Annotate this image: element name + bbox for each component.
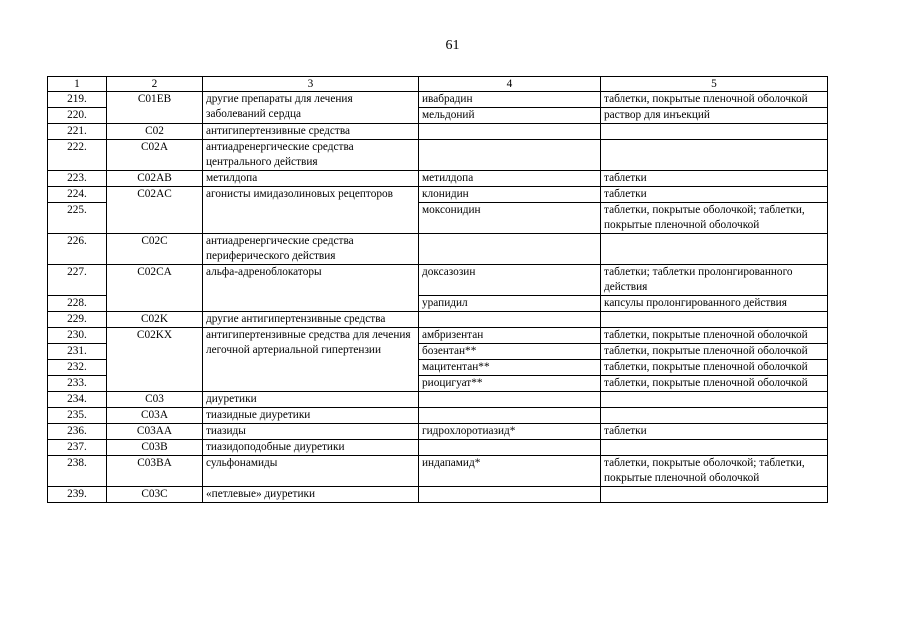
- atc-code: C02AB: [107, 171, 203, 187]
- atc-code: C03AA: [107, 424, 203, 440]
- row-number: 233.: [48, 376, 107, 392]
- drug-name: ивабрадин: [419, 92, 601, 108]
- group-name: тиазидоподобные диуретики: [203, 440, 419, 456]
- drug-name: мельдоний: [419, 108, 601, 124]
- dosage-form: таблетки: [601, 171, 828, 187]
- row-number: 223.: [48, 171, 107, 187]
- drug-name: гидрохлоротиазид*: [419, 424, 601, 440]
- row-number: 228.: [48, 296, 107, 312]
- dosage-form: таблетки: [601, 187, 828, 203]
- row-number: 239.: [48, 487, 107, 503]
- table-row: [48, 440, 828, 456]
- dosage-form: таблетки, покрытые пленочной оболочкой: [601, 92, 828, 108]
- drug-name: [419, 487, 601, 503]
- row-number: 221.: [48, 124, 107, 140]
- table-row: [48, 408, 828, 424]
- dosage-form: [601, 408, 828, 424]
- dosage-form: таблетки, покрытые пленочной оболочкой: [601, 360, 828, 376]
- row-number: 235.: [48, 408, 107, 424]
- header-cell-1: 1: [48, 77, 107, 92]
- header-cell-2: 2: [107, 77, 203, 92]
- group-name: тиазиды: [203, 424, 419, 440]
- drug-name: моксонидин: [419, 203, 601, 234]
- group-name: антиадренергические средства центрального действия: [203, 140, 419, 171]
- drug-list-table: [47, 76, 828, 503]
- table-row: [48, 392, 828, 408]
- atc-code: C03C: [107, 487, 203, 503]
- row-number: 231.: [48, 344, 107, 360]
- row-number: 220.: [48, 108, 107, 124]
- drug-name: мацитентан**: [419, 360, 601, 376]
- row-number: 225.: [48, 203, 107, 234]
- dosage-form: таблетки, покрытые пленочной оболочкой: [601, 328, 828, 344]
- drug-name: [419, 392, 601, 408]
- group-name: тиазидные диуретики: [203, 408, 419, 424]
- atc-code: C03: [107, 392, 203, 408]
- atc-code: C02A: [107, 140, 203, 171]
- group-name: антиадренергические средства периферического действия: [203, 234, 419, 265]
- table-row: [48, 265, 828, 296]
- group-name: антигипертензивные средства: [203, 124, 419, 140]
- dosage-form: [601, 124, 828, 140]
- table-row: [48, 92, 828, 108]
- group-name: другие препараты для лечения заболеваний сердца: [203, 92, 419, 124]
- dosage-form: [601, 487, 828, 503]
- drug-name: урапидил: [419, 296, 601, 312]
- group-name: «петлевые» диуретики: [203, 487, 419, 503]
- table-row: [48, 312, 828, 328]
- drug-name: доксазозин: [419, 265, 601, 296]
- drug-name: амбризентан: [419, 328, 601, 344]
- row-number: 224.: [48, 187, 107, 203]
- table-row: [48, 487, 828, 503]
- group-name: антигипертензивные средства для лечения легочной артериальной гипертензии: [203, 328, 419, 392]
- table-row: [48, 171, 828, 187]
- dosage-form: таблетки; таблетки пролонгированного действия: [601, 265, 828, 296]
- table-row: [48, 124, 828, 140]
- dosage-form: таблетки, покрытые оболочкой; таблетки, покрытые пленочной оболочкой: [601, 456, 828, 487]
- atc-code: C03A: [107, 408, 203, 424]
- drug-name: [419, 140, 601, 171]
- header-cell-5: 5: [601, 77, 828, 92]
- dosage-form: раствор для инъекций: [601, 108, 828, 124]
- drug-name: метилдопа: [419, 171, 601, 187]
- drug-name: [419, 408, 601, 424]
- row-number: 230.: [48, 328, 107, 344]
- dosage-form: таблетки: [601, 424, 828, 440]
- row-number: 234.: [48, 392, 107, 408]
- dosage-form: [601, 392, 828, 408]
- atc-code: C03B: [107, 440, 203, 456]
- table-row: [48, 424, 828, 440]
- group-name: диуретики: [203, 392, 419, 408]
- dosage-form: [601, 234, 828, 265]
- drug-name: [419, 124, 601, 140]
- header-cell-4: 4: [419, 77, 601, 92]
- table-row: [48, 456, 828, 487]
- dosage-form: таблетки, покрытые пленочной оболочкой: [601, 376, 828, 392]
- row-number: 229.: [48, 312, 107, 328]
- dosage-form: [601, 312, 828, 328]
- group-name: другие антигипертензивные средства: [203, 312, 419, 328]
- drug-name: индапамид*: [419, 456, 601, 487]
- row-number: 232.: [48, 360, 107, 376]
- drug-name: клонидин: [419, 187, 601, 203]
- dosage-form: [601, 440, 828, 456]
- header-row: [48, 77, 828, 92]
- table-row: [48, 328, 828, 344]
- atc-code: C02: [107, 124, 203, 140]
- page-number: 61: [445, 38, 460, 53]
- drug-name: [419, 440, 601, 456]
- group-name: альфа-адреноблокаторы: [203, 265, 419, 312]
- dosage-form: капсулы пролонгированного действия: [601, 296, 828, 312]
- group-name: метилдопа: [203, 171, 419, 187]
- row-number: 219.: [48, 92, 107, 108]
- dosage-form: [601, 140, 828, 171]
- row-number: 226.: [48, 234, 107, 265]
- atc-code: C02KX: [107, 328, 203, 392]
- row-number: 236.: [48, 424, 107, 440]
- atc-code: C02C: [107, 234, 203, 265]
- dosage-form: таблетки, покрытые пленочной оболочкой: [601, 344, 828, 360]
- table-row: [48, 187, 828, 203]
- atc-code: C03BA: [107, 456, 203, 487]
- drug-name: риоцигуат**: [419, 376, 601, 392]
- drug-name: [419, 234, 601, 265]
- atc-code: C02K: [107, 312, 203, 328]
- header-cell-3: 3: [203, 77, 419, 92]
- table-row: [48, 234, 828, 265]
- row-number: 227.: [48, 265, 107, 296]
- atc-code: C02CA: [107, 265, 203, 312]
- row-number: 238.: [48, 456, 107, 487]
- atc-code: C01EB: [107, 92, 203, 124]
- row-number: 222.: [48, 140, 107, 171]
- table-row: [48, 140, 828, 171]
- group-name: агонисты имидазолиновых рецепторов: [203, 187, 419, 234]
- row-number: 237.: [48, 440, 107, 456]
- atc-code: C02AC: [107, 187, 203, 234]
- group-name: сульфонамиды: [203, 456, 419, 487]
- dosage-form: таблетки, покрытые оболочкой; таблетки, покрытые пленочной оболочкой: [601, 203, 828, 234]
- drug-name: бозентан**: [419, 344, 601, 360]
- drug-name: [419, 312, 601, 328]
